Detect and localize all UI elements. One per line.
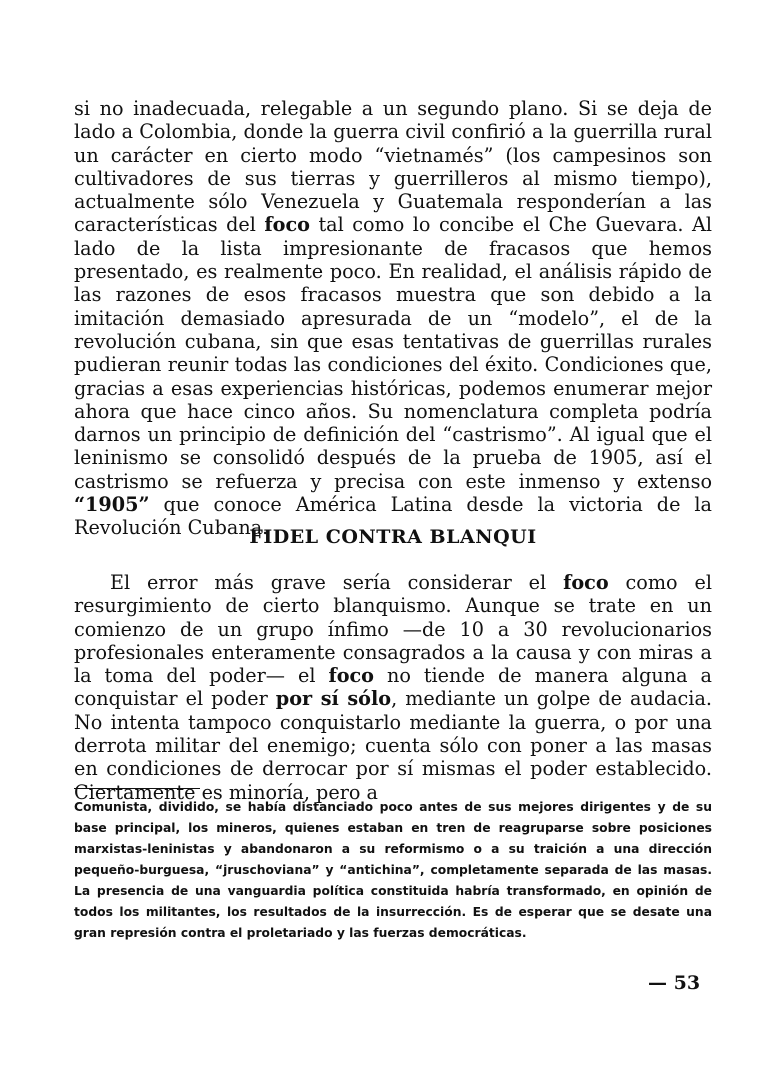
paragraph-2-text-1: El error más grave sería considerar el [110,571,564,594]
emphasis-foco: foco [563,571,609,594]
paragraph-1-text-2: tal como lo concibe el Che Guevara. Al lado de la lista impresionante de fracasos que hemos presentado, es realmente poco. En realidad, el análisis rápido de las razones de esos fracasos muestra que son debido a la imitación demasiado apresurada de un “modelo”, el de la revolución cubana, sin que esas tentativas de guerrillas rurales pudieran reunir todas las condiciones del éxito. Condiciones que, gracias a esas experiencias históricas, podemos enumerar mejor ahora que hace cinco años. Su nomenclatura completa podría darnos un principio de definición del “castrismo”. Al igual que el leninismo se consolidó después de la prueba de 1905, así el castrismo se refuerza y precisa con este inmenso y extenso [74,213,712,493]
emphasis-foco: foco [264,213,310,237]
section-heading: FIDEL CONTRA BLANQUI [249,526,537,548]
body-paragraph-2 [74,571,712,804]
paragraph-2-text-2: como el resurgimiento de cierto blanquismo. Aunque se trate en un comienzo de un grupo ínfimo —de 10 a 30 revolucionarios profesionales enteramente consagrados a la causa y con miras a la toma del poder— el [74,571,712,688]
footnote-separator [74,788,200,789]
emphasis-por-si-solo: por sí sólo [275,687,392,711]
paragraph-2-text-3: no tiende de manera alguna a conquistar el poder [74,664,712,711]
page-number: — 53 [648,972,701,994]
footnote: Comunista, dividido, se había distanciado poco antes de sus mejores dirigentes y de su base principal, los mineros, quienes estaban en tren de reagruparse sobre posiciones marxistas-leninistas y abandonaron a su reformismo o a su traición a una dirección pequeño-burguesa, “jruschoviana” y “antichina”, completamente separada de las masas. La presencia de una vanguardia política constituida habría transformado, en opinión de todos los militantes, los resultados de la insurrección. Es de esperar que se desate una gran represión contra el proletariado y las fuerzas democráticas. [74,800,712,940]
paragraph-2-text-4: , mediante un golpe de audacia. No intenta tampoco conquistarlo mediante la guerra, o por una derrota militar del enemigo; cuenta sólo con poner a las masas en condiciones de derrocar por sí mismas el poder establecido. Ciertamente es minoría, pero a [74,687,712,804]
body-paragraph-1 [74,97,712,540]
emphasis-foco: foco [328,664,374,688]
paragraph-1-text-1: si no inadecuada, relegable a un segundo plano. Si se deja de lado a Colombia, donde la guerra civil confirió a la guerrilla rural un carácter en cierto modo “vietnamés” (los campesinos son cultivadores de sus tierras y guerrilleros al mismo tiempo), actualmente sólo Venezuela y Guatemala responderían a las características del [74,97,712,237]
paragraph-1-text-3: que conoce América Latina desde la victoria de la Revolución Cubana. [74,493,712,540]
emphasis-1905: “1905” [74,493,150,517]
